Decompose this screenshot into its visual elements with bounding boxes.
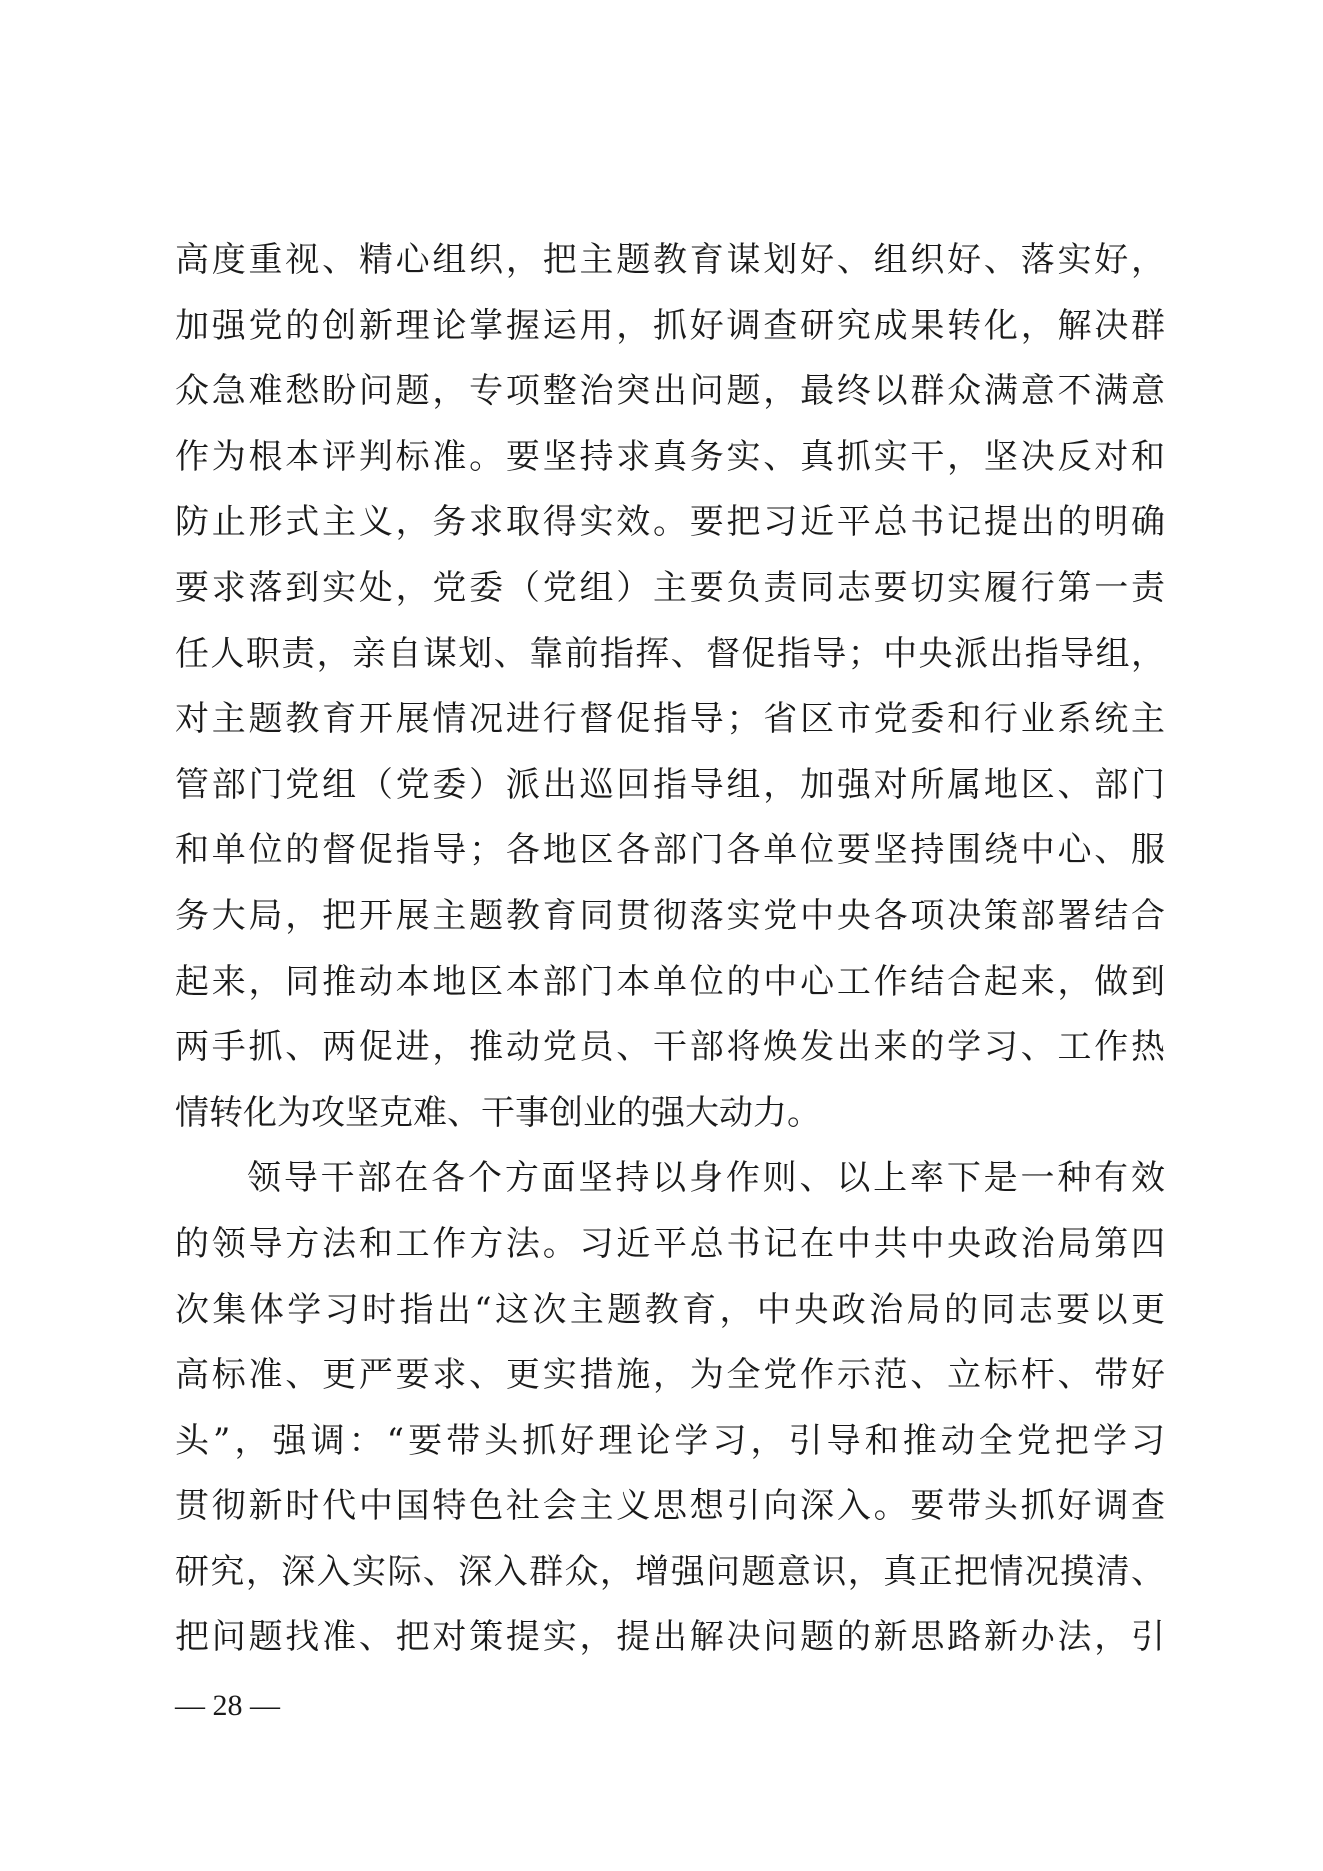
- text-line: 两手抓、两促进，推动党员、干部将焕发出来的学习、工作热: [175, 1027, 1165, 1068]
- text-line: 领导干部在各个方面坚持以身作则、以上率下是一种有效: [247, 1158, 1165, 1199]
- text-line: 的领导方法和工作方法。习近平总书记在中共中央政治局第四: [175, 1223, 1165, 1264]
- text-line: 务大局，把开展主题教育同贯彻落实党中央各项决策部署结合: [175, 895, 1165, 936]
- text-line: 对主题教育开展情况进行督促指导；省区市党委和行业系统主: [175, 699, 1165, 740]
- paragraph-2: [175, 1146, 1165, 1671]
- paragraph-1: [175, 228, 1165, 1146]
- text-line: 任人职责，亲自谋划、靠前指挥、督促指导；中央派出指导组，: [175, 633, 1165, 674]
- text-line: 防止形式主义，务求取得实效。要把习近平总书记提出的明确: [175, 502, 1165, 543]
- text-line: 把问题找准、把对策提实，提出解决问题的新思路新办法，引: [175, 1617, 1165, 1658]
- text-line: 次集体学习时指出“这次主题教育，中央政治局的同志要以更: [175, 1289, 1165, 1330]
- text-line: 起来，同推动本地区本部门本单位的中心工作结合起来，做到: [175, 961, 1165, 1002]
- text-line: 高度重视、精心组织，把主题教育谋划好、组织好、落实好，: [175, 240, 1165, 280]
- text-line: 贯彻新时代中国特色社会主义思想引向深入。要带头抓好调查: [175, 1486, 1165, 1527]
- body-text: [175, 228, 1165, 1671]
- text-line: 研究，深入实际、深入群众，增强问题意识，真正把情况摸清、: [175, 1551, 1165, 1592]
- text-line: 作为根本评判标准。要坚持求真务实、真抓实干，坚决反对和: [175, 436, 1165, 477]
- page-number: — 28 —: [175, 1689, 280, 1722]
- text-line: 和单位的督促指导；各地区各部门各单位要坚持围绕中心、服: [175, 830, 1165, 871]
- text-line: 众急难愁盼问题，专项整治突出问题，最终以群众满意不满意: [175, 371, 1165, 412]
- text-line: 管部门党组（党委）派出巡回指导组，加强对所属地区、部门: [175, 764, 1165, 805]
- text-line: 高标准、更严要求、更实措施，为全党作示范、立标杆、带好: [175, 1355, 1165, 1396]
- text-line: 头”，强调：“要带头抓好理论学习，引导和推动全党把学习: [175, 1420, 1165, 1461]
- text-line: 情转化为攻坚克难、干事创业的强大动力。: [175, 1092, 821, 1133]
- text-line: 加强党的创新理论掌握运用，抓好调查研究成果转化，解决群: [175, 305, 1165, 346]
- text-line: 要求落到实处，党委（党组）主要负责同志要切实履行第一责: [175, 567, 1165, 608]
